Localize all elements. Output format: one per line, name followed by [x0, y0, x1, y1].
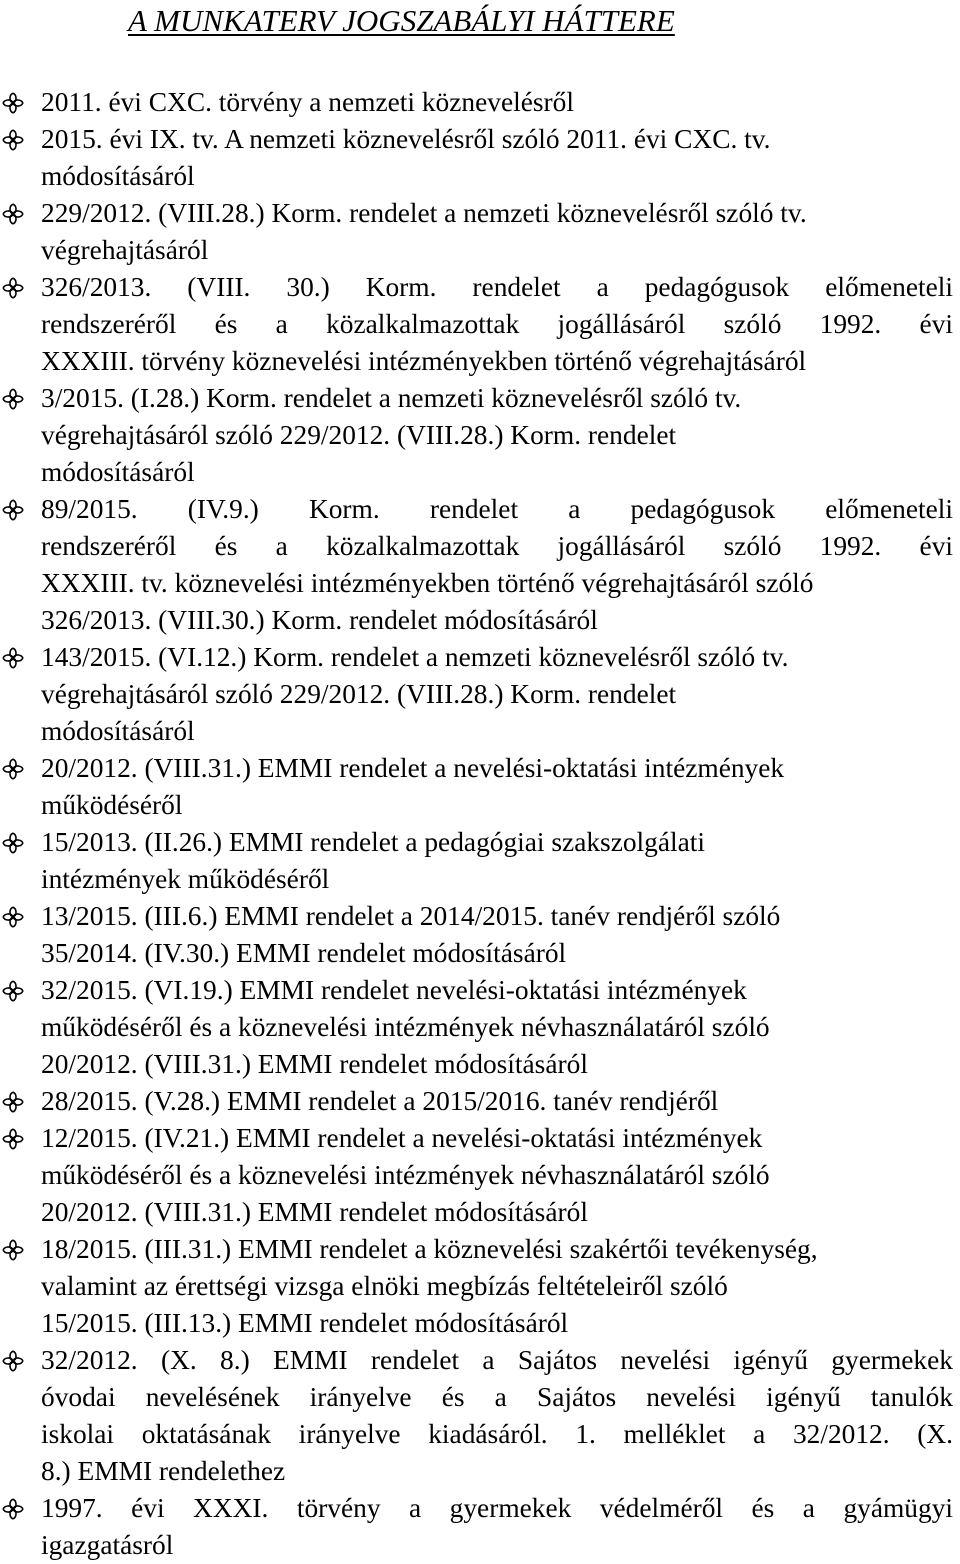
list-item-line: működéséről és a köznevelési intézmények névhasználatáról szóló	[41, 1160, 770, 1190]
list-item	[0, 121, 953, 195]
list-item-line: 32/2012. (X. 8.) EMMI rendelet a Sajátos nevelési igényű gyermekek	[41, 1345, 953, 1375]
list-item	[0, 1231, 953, 1342]
list-item	[0, 84, 953, 121]
four-petal-diamond-bullet-icon	[2, 1239, 24, 1261]
four-petal-diamond-bullet-icon	[2, 1350, 24, 1372]
list-item-line: módosításáról	[41, 161, 195, 191]
four-petal-diamond-bullet-icon	[2, 647, 24, 669]
list-item-line: 20/2012. (VIII.31.) EMMI rendelet módosításáról	[41, 1049, 588, 1079]
document-title: A MUNKATERV JOGSZABÁLYI HÁTTERE	[128, 3, 675, 38]
list-item-line: 15/2013. (II.26.) EMMI rendelet a pedagógiai szakszolgálati	[41, 827, 706, 857]
list-item-line: rendszeréről és a közalkalmazottak jogállásáról szóló 1992. évi	[41, 531, 953, 561]
four-petal-diamond-bullet-icon	[2, 129, 24, 151]
list-item-line: 2011. évi CXC. törvény a nemzeti köznevelésről	[41, 87, 574, 117]
list-item	[0, 824, 953, 898]
list-item-line: óvodai nevelésének irányelve és a Sajátos nevelési igényű tanulók	[41, 1382, 953, 1412]
list-item	[0, 639, 953, 750]
list-item-line: végrehajtásáról szóló 229/2012. (VIII.28.) Korm. rendelet	[41, 420, 677, 450]
list-item	[0, 269, 953, 380]
four-petal-diamond-bullet-icon	[2, 980, 24, 1002]
four-petal-diamond-bullet-icon	[2, 203, 24, 225]
list-item-line: 32/2015. (VI.19.) EMMI rendelet nevelési-oktatási intézmények	[41, 975, 747, 1005]
list-item	[0, 972, 953, 1083]
list-item-line: rendszeréről és a közalkalmazottak jogállásáról szóló 1992. évi	[41, 309, 953, 339]
list-item-line: végrehajtásáról szóló 229/2012. (VIII.28.) Korm. rendelet	[41, 679, 677, 709]
list-item-line: 326/2013. (VIII. 30.) Korm. rendelet a pedagógusok előmeneteli	[41, 272, 953, 302]
list-item-line: 28/2015. (V.28.) EMMI rendelet a 2015/2016. tanév rendjéről	[41, 1086, 719, 1116]
list-item	[0, 898, 953, 972]
four-petal-diamond-bullet-icon	[2, 92, 24, 114]
list-item	[0, 195, 953, 269]
four-petal-diamond-bullet-icon	[2, 499, 24, 521]
list-item-line: 18/2015. (III.31.) EMMI rendelet a köznevelési szakértői tevékenység,	[41, 1234, 818, 1264]
list-item-line: 35/2014. (IV.30.) EMMI rendelet módosításáról	[41, 938, 567, 968]
four-petal-diamond-bullet-icon	[2, 758, 24, 780]
list-item-line: 8.) EMMI rendelethez	[41, 1456, 286, 1486]
list-item-line: 143/2015. (VI.12.) Korm. rendelet a nemzeti köznevelésről szóló tv.	[41, 642, 789, 672]
list-item	[0, 380, 953, 491]
list-item-line: 326/2013. (VIII.30.) Korm. rendelet módosításáról	[41, 605, 598, 635]
list-item	[0, 1120, 953, 1231]
legal-basis-list	[0, 84, 960, 1564]
four-petal-diamond-bullet-icon	[2, 1128, 24, 1150]
list-item-line: valamint az érettségi vizsga elnöki megbízás feltételeiről szóló	[41, 1271, 728, 1301]
list-item-line: intézmények működéséről	[41, 864, 330, 894]
list-item	[0, 1490, 953, 1564]
four-petal-diamond-bullet-icon	[2, 1091, 24, 1113]
list-item-line: módosításáról	[41, 716, 195, 746]
list-item-line: 3/2015. (I.28.) Korm. rendelet a nemzeti köznevelésről szóló tv.	[41, 383, 742, 413]
list-item	[0, 750, 953, 824]
list-item	[0, 491, 953, 639]
list-item-line: XXXIII. tv. köznevelési intézményekben történő végrehajtásáról szóló	[41, 568, 814, 598]
list-item-line: 89/2015. (IV.9.) Korm. rendelet a pedagógusok előmeneteli	[41, 494, 953, 524]
four-petal-diamond-bullet-icon	[2, 906, 24, 928]
four-petal-diamond-bullet-icon	[2, 388, 24, 410]
list-item-line: iskolai oktatásának irányelve kiadásáról. 1. melléklet a 32/2012. (X.	[41, 1419, 953, 1449]
list-item-line: igazgatásról	[41, 1530, 174, 1560]
list-item-line: módosításáról	[41, 457, 195, 487]
list-item-line: 13/2015. (III.6.) EMMI rendelet a 2014/2015. tanév rendjéről szóló	[41, 901, 781, 931]
list-item	[0, 1083, 953, 1120]
list-item-line: végrehajtásáról	[41, 235, 209, 265]
four-petal-diamond-bullet-icon	[2, 1498, 24, 1520]
list-item-line: 12/2015. (IV.21.) EMMI rendelet a nevelési-oktatási intézmények	[41, 1123, 763, 1153]
four-petal-diamond-bullet-icon	[2, 277, 24, 299]
list-item-line: 15/2015. (III.13.) EMMI rendelet módosításáról	[41, 1308, 569, 1338]
list-item-line: 20/2012. (VIII.31.) EMMI rendelet a nevelési-oktatási intézmények	[41, 753, 785, 783]
list-item-line: 20/2012. (VIII.31.) EMMI rendelet módosításáról	[41, 1197, 588, 1227]
list-item	[0, 1342, 953, 1490]
list-item-line: működéséről	[41, 790, 183, 820]
list-item-line: 229/2012. (VIII.28.) Korm. rendelet a nemzeti köznevelésről szóló tv.	[41, 198, 807, 228]
list-item-line: 2015. évi IX. tv. A nemzeti köznevelésről szóló 2011. évi CXC. tv.	[41, 124, 771, 154]
four-petal-diamond-bullet-icon	[2, 832, 24, 854]
list-item-line: XXXIII. törvény köznevelési intézményekben történő végrehajtásáról	[41, 346, 807, 376]
list-item-line: működéséről és a köznevelési intézmények névhasználatáról szóló	[41, 1012, 770, 1042]
list-item-line: 1997. évi XXXI. törvény a gyermekek védelméről és a gyámügyi	[41, 1493, 953, 1523]
